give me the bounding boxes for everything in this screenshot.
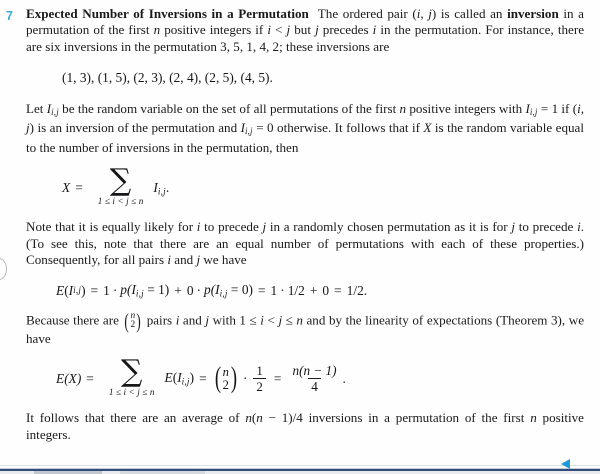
binom-stack: [223, 366, 229, 391]
math-period: .: [165, 179, 170, 195]
math-I: I: [68, 282, 74, 298]
math-j: j: [196, 252, 201, 268]
math-n: n: [530, 410, 537, 426]
math-j: j: [428, 6, 432, 21]
summation-operator: [97, 163, 144, 206]
equation-body: [62, 163, 170, 206]
math-dot: ·: [196, 282, 201, 298]
math-term: 1: [270, 282, 278, 298]
text-frag: and: [179, 312, 206, 328]
math-E: E: [56, 282, 65, 298]
example-number: 7: [6, 9, 13, 23]
math-i: i: [267, 22, 271, 38]
fraction-numerator-text: n(n − 1): [292, 362, 337, 378]
math-E: E: [56, 371, 65, 387]
binom-stack: [130, 312, 135, 331]
paragraph-linearity: [26, 309, 585, 347]
text-frag: be the random variable on the set of all permutations of the first: [58, 100, 400, 116]
text-column: [26, 6, 584, 443]
text-frag: positive integers if: [160, 22, 268, 38]
math-term: 1/2: [287, 282, 305, 298]
text-frag: ,: [420, 6, 429, 21]
text-frag: in the permutation. For instance, there are six inversions in the permutation 3, 5, 1, 4, 2; these inversions are: [26, 22, 585, 54]
paragraph-intro: [26, 6, 584, 55]
text-frag: positive integers.: [26, 410, 584, 442]
math-equals: =: [334, 282, 342, 298]
margin-arc-decoration: [0, 258, 7, 280]
summation-lower-limit: 1 ≤ i < j ≤ n: [97, 195, 144, 206]
math-j: j: [511, 219, 516, 235]
math-n: n: [245, 410, 252, 426]
equation-expected-indicator: [26, 282, 584, 299]
summation-lower-limit: 1 ≤ i < j ≤ n: [108, 386, 155, 397]
math-term: 1/2.: [346, 282, 368, 298]
math-i: i: [167, 252, 171, 268]
math-paren: (: [64, 282, 69, 298]
math-j: j: [205, 312, 210, 328]
math-p: p(: [204, 282, 216, 298]
math-subscript: i,j: [529, 106, 538, 117]
probability-term: [204, 282, 253, 299]
math-equals: =: [273, 371, 282, 387]
fraction-numerator: [289, 364, 339, 378]
paragraph-conclusion: [26, 410, 584, 443]
math-i: i: [196, 219, 201, 235]
sigma-glyph: ∑: [109, 163, 132, 199]
binom-top: n: [222, 365, 229, 380]
text-frag: in a permutation of the first: [26, 6, 584, 38]
math-frag: = 1): [143, 282, 170, 298]
math-X: X: [62, 180, 71, 196]
binom-bottom: 2: [130, 320, 136, 331]
math-i: i: [260, 312, 264, 328]
math-plus: +: [309, 282, 318, 298]
math-i: i: [175, 312, 180, 328]
paren-left: (: [214, 361, 221, 395]
binom-top: n: [130, 310, 136, 321]
math-equals: =: [90, 282, 99, 298]
math-p: p(: [120, 282, 132, 298]
math-n: n: [296, 312, 303, 328]
text-frag: in a randomly chosen permutation as it is for: [266, 219, 512, 235]
math-i: i: [577, 100, 581, 116]
math-dot: ·: [242, 371, 248, 387]
page-fade-line: [0, 465, 600, 466]
math-equals: =: [199, 371, 207, 387]
math-j: j: [278, 312, 283, 328]
math-subscript: i,j: [181, 376, 190, 387]
math-X: X: [423, 120, 432, 136]
equation-inversion-list: [26, 70, 584, 85]
text-frag: precedes: [318, 22, 373, 38]
equation-body: [56, 354, 346, 397]
text-frag: but: [290, 22, 316, 38]
math-subscript: i,j: [219, 288, 228, 299]
math-paren: (: [172, 370, 178, 386]
fraction-result: [289, 364, 339, 394]
text-frag: to precede: [200, 219, 263, 235]
paragraph-random-variable: [26, 101, 584, 157]
binomial-coefficient-inline: [123, 309, 142, 334]
math-subscript: i,j: [51, 106, 59, 117]
paren-left: (: [124, 309, 130, 334]
text-frag: The ordered pair (: [317, 6, 417, 21]
binomial-coefficient: [213, 361, 239, 395]
text-frag: positive integers with: [406, 100, 526, 116]
sigma-glyph: ∑: [120, 354, 143, 390]
text-frag: It follows that there are an average of: [26, 410, 246, 426]
math-equals: =: [257, 282, 266, 298]
text-frag: to precede: [515, 219, 578, 235]
math-n: n: [256, 410, 263, 426]
math-I: I: [131, 282, 136, 298]
text-frag: Because there are: [26, 312, 123, 328]
math-I: I: [177, 370, 182, 386]
math-period: .: [342, 371, 346, 387]
text-frag: and by the linearity of expectations (Theorem 3), we have: [26, 312, 585, 346]
paragraph-equally-likely: [26, 219, 584, 268]
text-frag: Let: [26, 100, 47, 116]
math-paren: ): [189, 370, 195, 386]
math-j: j: [26, 120, 30, 136]
equation-X-sum: [26, 163, 584, 206]
math-E: E: [164, 370, 173, 386]
math-j: j: [262, 219, 267, 235]
paren-right: ): [136, 309, 141, 334]
math-I: I: [240, 120, 245, 136]
text-frag: − 1)/4 inversions in a permutation of the first: [262, 410, 531, 426]
math-n: n: [153, 22, 161, 38]
math-plus: +: [174, 282, 182, 298]
fraction-one-half: [253, 364, 266, 394]
summand: [153, 180, 169, 197]
text-frag: <: [263, 312, 279, 328]
text-frag: <: [270, 22, 287, 38]
math-dot: ·: [112, 282, 118, 298]
math-term: 0: [186, 282, 194, 298]
summation-operator: [108, 354, 155, 397]
equation-expected-inversions: [26, 354, 584, 397]
fraction-numerator: 1: [256, 362, 263, 378]
text-frag: = 0 otherwise. It follows that if: [252, 120, 424, 136]
math-equals: =: [75, 180, 83, 196]
paren-right: ): [230, 361, 238, 395]
text-frag: . (To see this, note that there are an equal number of permutations with each of these properties.) Consequently, for all pairs: [26, 219, 584, 268]
math-subscript: i,j: [157, 185, 166, 196]
text-frag: is the random variable equal to the number of inversions in the permutation, then: [26, 120, 584, 155]
text-frag: Note that it is equally likely for: [26, 219, 197, 235]
term-inversion: inversion: [507, 6, 559, 21]
math-I: I: [525, 100, 530, 116]
math-term: 1: [103, 282, 110, 298]
binom-bottom: 2: [222, 377, 229, 392]
math-subscript: i,j: [135, 288, 144, 299]
text-frag: we have: [200, 252, 247, 268]
math-paren: ): [81, 282, 86, 298]
fraction-denominator: 4: [308, 378, 321, 394]
math-j: j: [315, 22, 319, 38]
text-frag: ) is an inversion of the permutation and: [29, 120, 241, 136]
equation-body: [56, 282, 367, 299]
text-frag: ,: [580, 100, 584, 116]
math-equals: =: [86, 371, 94, 387]
text-frag: with 1 ≤: [209, 312, 261, 328]
probability-term: [120, 282, 169, 299]
math-i: i: [416, 6, 421, 21]
math-n: n: [399, 100, 407, 116]
math-X-paren: (X): [64, 371, 82, 387]
text-frag: ) is called an: [431, 6, 508, 21]
summand: [165, 370, 195, 387]
math-I: I: [153, 179, 158, 195]
equation-text: (1, 3), (1, 5), (2, 3), (2, 4), (2, 5), (4, 5).: [62, 70, 273, 86]
math-i: i: [577, 219, 581, 235]
text-frag: ≤: [282, 312, 297, 328]
text-frag: = 1 if (: [537, 100, 578, 116]
math-i: i: [372, 22, 377, 38]
math-dot: ·: [280, 282, 285, 298]
math-j: j: [286, 22, 291, 38]
fraction-denominator: 2: [253, 378, 266, 394]
text-frag: and: [170, 252, 197, 268]
math-subscript: i,j: [244, 126, 253, 137]
text-frag: (: [251, 410, 257, 426]
cursor-triangle-icon[interactable]: [561, 459, 570, 469]
math-term: 0: [322, 282, 330, 298]
text-frag: pairs: [143, 312, 176, 328]
math-frag: = 0): [227, 282, 253, 298]
section-heading: Expected Number of Inversions in a Permutation: [26, 6, 309, 21]
math-subscript: i,j: [73, 285, 82, 296]
math-I: I: [46, 100, 52, 116]
math-I: I: [215, 282, 220, 298]
